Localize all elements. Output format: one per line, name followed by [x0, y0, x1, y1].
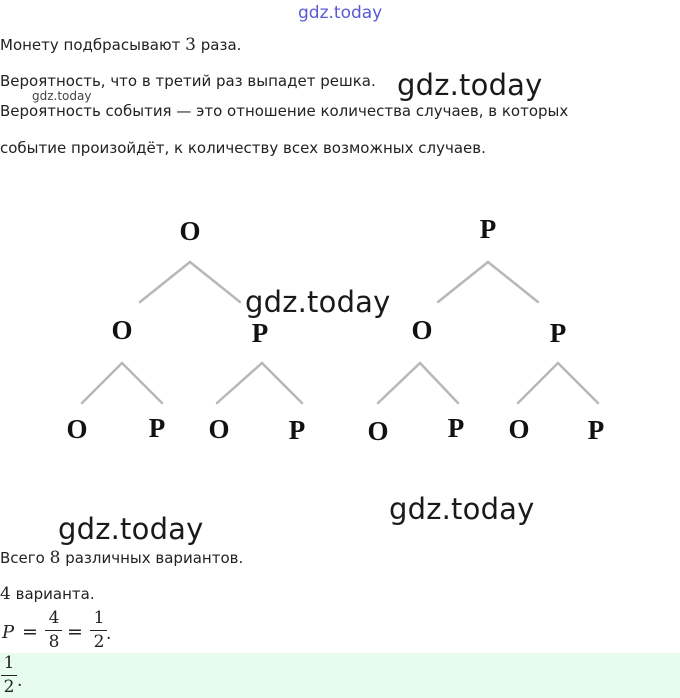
- total-line: [0, 548, 243, 568]
- tree-node-l3-2: Р: [148, 413, 166, 443]
- problem-line-1: [0, 35, 241, 55]
- tree-branch: [122, 363, 162, 403]
- formula-denominator-1: 8: [48, 632, 60, 652]
- explanation-line-1: Вероятность события — это отношение количества случаев, в которых: [0, 102, 569, 120]
- favorable-suffix: варианта.: [15, 585, 95, 603]
- answer-period: .: [17, 671, 23, 691]
- favorable-line: [0, 584, 95, 604]
- tree-node-l2-3: О: [411, 315, 433, 345]
- tree-node-l3-4: Р: [288, 415, 306, 445]
- formula-variable: P: [2, 622, 15, 643]
- tree-branch: [438, 262, 488, 302]
- tree-node-l3-3: О: [208, 414, 230, 444]
- tree-branch: [420, 363, 458, 403]
- total-number: 8: [49, 548, 61, 568]
- problem-line-1-suffix: раза.: [200, 36, 242, 54]
- answer-band: [0, 653, 680, 698]
- watermark-small: gdz.today: [32, 89, 92, 103]
- watermark-3: gdz.today: [389, 492, 535, 526]
- tree-branch: [518, 363, 558, 403]
- tree-node-l2-2: Р: [251, 318, 269, 348]
- watermark-top: gdz.today: [298, 3, 383, 23]
- tree-node-l3-6: Р: [447, 413, 465, 443]
- favorable-number: 4: [0, 584, 11, 604]
- formula-fraction-bar-2: [90, 630, 107, 631]
- answer-fraction-bar: [1, 675, 17, 676]
- tree-node-l3-1: О: [66, 414, 88, 444]
- tree-branch: [262, 363, 302, 403]
- formula-equals-2: =: [67, 621, 83, 643]
- watermark-1: gdz.today: [397, 68, 543, 102]
- tree-node-l2-1: О: [111, 315, 133, 345]
- tree-branch: [82, 363, 122, 403]
- tree-branch: [190, 262, 240, 302]
- total-prefix: Всего: [0, 549, 45, 567]
- formula-fraction-bar-1: [45, 630, 62, 631]
- tree-node-l1-right: Р: [479, 214, 497, 244]
- tree-node-l3-7: О: [508, 414, 530, 444]
- problem-line-2: Вероятность, что в третий раз выпадет решка.: [0, 72, 376, 90]
- tree-node-l2-4: Р: [549, 318, 567, 348]
- formula-denominator-2: 2: [93, 632, 105, 652]
- tree-node-l3-8: Р: [587, 415, 605, 445]
- watermark-2: gdz.today: [245, 285, 391, 319]
- total-suffix: различных вариантов.: [65, 549, 244, 567]
- tree-branch: [488, 262, 538, 302]
- tree-node-l1-left: О: [179, 216, 201, 246]
- problem-line-1-text: Монету подбрасывают: [0, 36, 181, 54]
- formula-numerator-1: 4: [48, 608, 60, 628]
- formula-equals-1: =: [22, 621, 38, 643]
- answer-numerator: 1: [3, 653, 15, 673]
- tree-branch: [140, 262, 190, 302]
- formula-numerator-2: 1: [93, 608, 105, 628]
- formula-period: .: [106, 624, 112, 644]
- tree-node-l3-5: О: [367, 416, 389, 446]
- watermark-4: gdz.today: [58, 512, 204, 546]
- explanation-line-2: событие произойдёт, к количеству всех возможных случаев.: [0, 139, 486, 157]
- tree-branch: [378, 363, 420, 403]
- problem-line-1-number: 3: [185, 35, 196, 55]
- probability-tree: [0, 200, 680, 460]
- answer-denominator: 2: [3, 677, 15, 697]
- tree-branch: [217, 363, 262, 403]
- tree-branch: [558, 363, 598, 403]
